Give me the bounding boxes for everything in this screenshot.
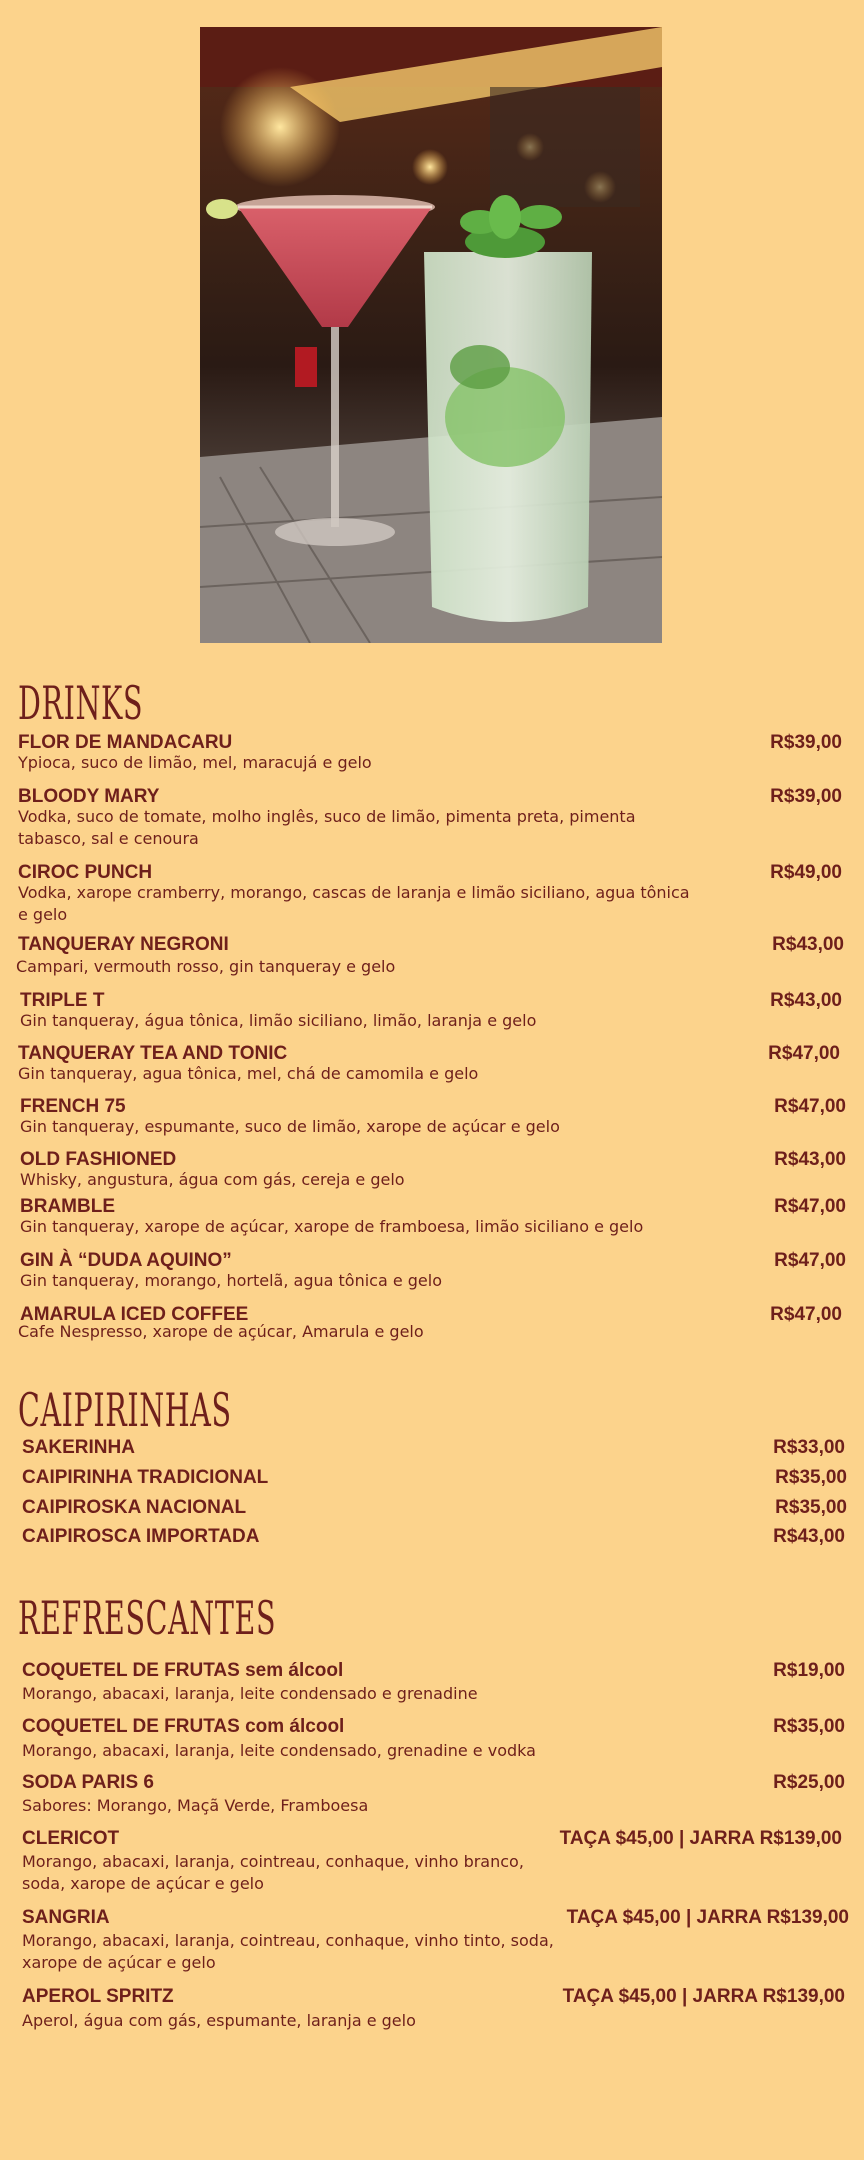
item-description: Campari, vermouth rosso, gin tanqueray e gelo xyxy=(16,957,396,976)
item-price: R$33,00 xyxy=(773,1437,845,1458)
item-description: Morango, abacaxi, laranja, cointreau, conhaque, vinho branco, soda, xarope de açúcar e gelo xyxy=(22,1852,524,1893)
item-name: SANGRIA xyxy=(22,1907,110,1928)
item-price: TAÇA $45,00 | JARRA R$139,00 xyxy=(566,1907,849,1928)
item-name: AMARULA ICED COFFEE xyxy=(20,1304,249,1325)
item-name: SAKERINHA xyxy=(22,1437,135,1458)
item-price: R$25,00 xyxy=(773,1772,845,1793)
item-price: R$19,00 xyxy=(773,1660,845,1681)
item-price: R$47,00 xyxy=(774,1196,846,1217)
item-price: TAÇA $45,00 | JARRA R$139,00 xyxy=(562,1986,845,2007)
section-title-drinks: DRINKS xyxy=(18,676,144,730)
item-name: GIN À “DUDA AQUINO” xyxy=(20,1250,232,1271)
section-title-refrescantes: REFRESCANTES xyxy=(18,1591,277,1645)
item-price: R$47,00 xyxy=(768,1043,840,1064)
item-price: R$39,00 xyxy=(770,732,842,753)
item-price: R$35,00 xyxy=(775,1497,847,1518)
item-price: R$39,00 xyxy=(770,786,842,807)
item-name: TANQUERAY TEA AND TONIC xyxy=(18,1043,288,1064)
item-price: R$43,00 xyxy=(774,1149,846,1170)
item-name: CAIPIROSCA IMPORTADA xyxy=(22,1526,260,1547)
item-description: Morango, abacaxi, laranja, leite condensado e grenadine xyxy=(22,1684,478,1703)
item-price: R$35,00 xyxy=(775,1467,847,1488)
item-description: Morango, abacaxi, laranja, leite condensado, grenadine e vodka xyxy=(22,1741,536,1760)
item-description: Morango, abacaxi, laranja, cointreau, conhaque, vinho tinto, soda, xarope de açúcar e gelo xyxy=(22,1931,554,1972)
item-name: COQUETEL DE FRUTAS com álcool xyxy=(22,1716,345,1737)
item-description: Gin tanqueray, água tônica, limão siciliano, limão, laranja e gelo xyxy=(20,1011,537,1030)
item-description: Gin tanqueray, xarope de açúcar, xarope de framboesa, limão siciliano e gelo xyxy=(20,1217,644,1236)
item-description: Whisky, angustura, água com gás, cereja e gelo xyxy=(20,1170,405,1189)
item-description: Vodka, suco de tomate, molho inglês, suco de limão, pimenta preta, pimenta tabasco, sal e cenoura xyxy=(18,807,636,848)
item-name: BLOODY MARY xyxy=(18,786,160,807)
item-name: TANQUERAY NEGRONI xyxy=(18,934,229,955)
item-description: Sabores: Morango, Maçã Verde, Framboesa xyxy=(22,1796,369,1815)
item-description: Aperol, água com gás, espumante, laranja e gelo xyxy=(22,2011,416,2030)
item-price: R$47,00 xyxy=(774,1096,846,1117)
item-description: Ypioca, suco de limão, mel, maracujá e gelo xyxy=(18,753,372,772)
item-name: SODA PARIS 6 xyxy=(22,1772,154,1793)
item-name: COQUETEL DE FRUTAS sem álcool xyxy=(22,1660,344,1681)
item-name: CAIPIRINHA TRADICIONAL xyxy=(22,1467,269,1488)
section-title-caipirinhas: CAIPIRINHAS xyxy=(18,1383,232,1437)
item-price: R$49,00 xyxy=(770,862,842,883)
item-name: TRIPLE T xyxy=(20,990,105,1011)
item-name: OLD FASHIONED xyxy=(20,1149,177,1170)
item-name: APEROL SPRITZ xyxy=(22,1986,174,2007)
item-description: Gin tanqueray, espumante, suco de limão, xarope de açúcar e gelo xyxy=(20,1117,560,1136)
item-price: R$35,00 xyxy=(773,1716,845,1737)
item-name: CLERICOT xyxy=(22,1828,120,1849)
item-description: Gin tanqueray, agua tônica, mel, chá de camomila e gelo xyxy=(18,1064,479,1083)
item-price: R$43,00 xyxy=(773,1526,845,1547)
item-name: BRAMBLE xyxy=(20,1196,115,1217)
item-name: FRENCH 75 xyxy=(20,1096,126,1117)
item-description: Vodka, xarope cramberry, morango, cascas de laranja e limão siciliano, agua tônica e gelo xyxy=(18,883,690,924)
item-price: R$47,00 xyxy=(774,1250,846,1271)
cocktails-photo-icon xyxy=(200,27,662,643)
item-description: Cafe Nespresso, xarope de açúcar, Amarula e gelo xyxy=(18,1322,424,1341)
item-name: CIROC PUNCH xyxy=(18,862,153,883)
item-name: CAIPIROSKA NACIONAL xyxy=(22,1497,247,1518)
item-price: TAÇA $45,00 | JARRA R$139,00 xyxy=(559,1828,842,1849)
item-name: FLOR DE MANDACARU xyxy=(18,732,233,753)
item-price: R$43,00 xyxy=(770,990,842,1011)
item-description: Gin tanqueray, morango, hortelã, agua tônica e gelo xyxy=(20,1271,443,1290)
item-price: R$47,00 xyxy=(770,1304,842,1325)
item-price: R$43,00 xyxy=(772,934,844,955)
